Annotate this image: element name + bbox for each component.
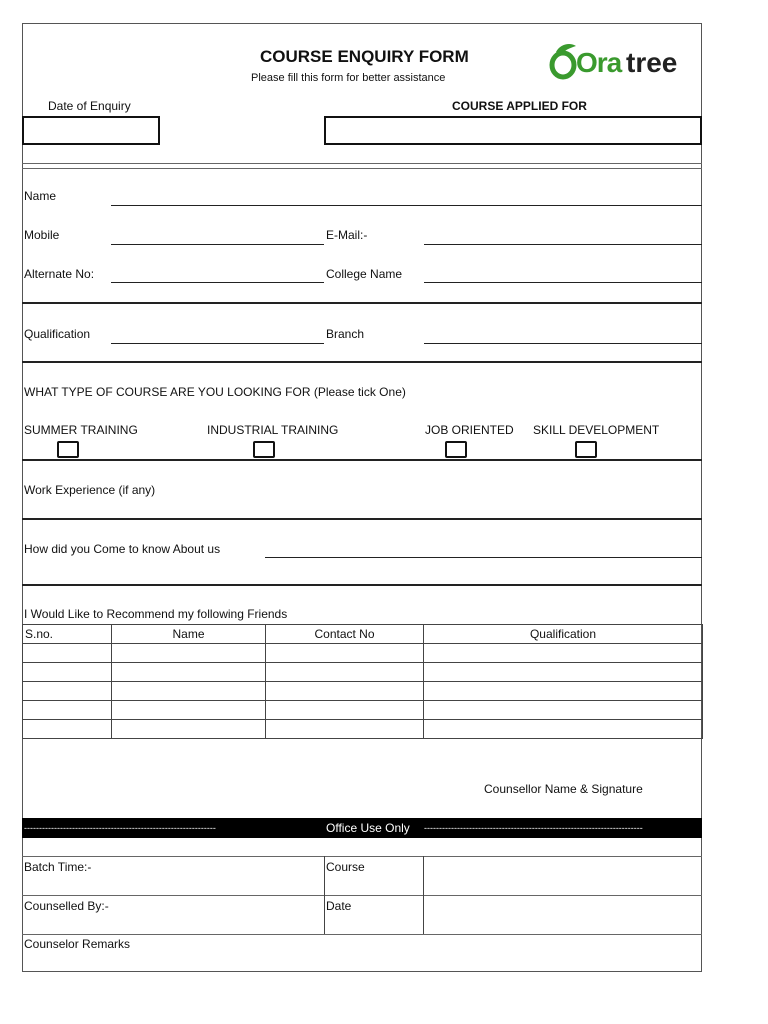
divider (22, 518, 702, 520)
divider (22, 168, 702, 169)
divider (22, 895, 702, 896)
college-name-field[interactable] (424, 282, 702, 283)
table-cell[interactable] (266, 682, 424, 701)
course-applied-label: COURSE APPLIED FOR (452, 99, 587, 113)
table-cell[interactable] (23, 663, 112, 682)
date-of-enquiry-field[interactable] (22, 116, 160, 145)
column-header-qualification: Qualification (424, 625, 703, 644)
table-cell[interactable] (424, 701, 703, 720)
table-row (23, 701, 703, 720)
option-skill-development-label: SKILL DEVELOPMENT (533, 423, 660, 437)
branch-field[interactable] (424, 343, 702, 344)
table-header-row (23, 625, 703, 644)
table-row (23, 720, 703, 739)
qualification-label: Qualification (24, 327, 91, 341)
divider (22, 459, 702, 461)
job-oriented-checkbox[interactable] (445, 441, 467, 458)
table-cell[interactable] (112, 644, 266, 663)
table-cell[interactable] (266, 720, 424, 739)
column-header-name: Name (112, 625, 266, 644)
office-course-label: Course (326, 860, 365, 874)
skill-development-checkbox[interactable] (575, 441, 597, 458)
summer-training-checkbox[interactable] (57, 441, 79, 458)
table-cell[interactable] (23, 720, 112, 739)
divider (22, 934, 702, 935)
work-experience-label: Work Experience (if any) (24, 483, 156, 497)
source-label: How did you Come to know About us (24, 542, 221, 556)
divider (22, 302, 702, 304)
table-cell[interactable] (112, 720, 266, 739)
mobile-label: Mobile (24, 228, 60, 242)
counsellor-signature-label: Counsellor Name & Signature (484, 782, 643, 796)
divider (22, 584, 702, 586)
divider (22, 361, 702, 363)
office-date-label: Date (326, 899, 352, 913)
alternate-no-field[interactable] (111, 282, 324, 283)
table-row (23, 663, 703, 682)
table-cell[interactable] (424, 644, 703, 663)
date-of-enquiry-label: Date of Enquiry (48, 99, 131, 113)
column-divider (423, 856, 424, 934)
counselor-remarks-label: Counselor Remarks (24, 937, 131, 951)
logo-text-tree: tree (626, 47, 678, 78)
divider (22, 856, 702, 857)
course-type-question: WHAT TYPE OF COURSE ARE YOU LOOKING FOR (Please tick One) (24, 385, 406, 399)
mobile-field[interactable] (111, 244, 324, 245)
table-cell[interactable] (266, 701, 424, 720)
counselled-by-label: Counselled By:- (24, 899, 109, 913)
table-row (23, 644, 703, 663)
dashes-left: ---------------------------------------------------------------- (24, 823, 216, 833)
email-field[interactable] (424, 244, 702, 245)
table-cell[interactable] (23, 644, 112, 663)
column-divider (324, 856, 325, 934)
table-cell[interactable] (23, 682, 112, 701)
office-use-bar (22, 818, 702, 838)
divider (22, 163, 702, 164)
friends-table (22, 624, 703, 739)
table-cell[interactable] (424, 663, 703, 682)
option-job-oriented-label: JOB ORIENTED (425, 423, 514, 437)
office-use-label: Office Use Only (326, 821, 410, 835)
source-field[interactable] (265, 557, 702, 558)
form-subtitle: Please fill this form for better assistance (251, 72, 446, 84)
table-cell[interactable] (23, 701, 112, 720)
option-summer-training-label: SUMMER TRAINING (24, 423, 138, 437)
alternate-no-label: Alternate No: (24, 267, 95, 281)
table-cell[interactable] (266, 644, 424, 663)
table-cell[interactable] (266, 663, 424, 682)
qualification-field[interactable] (111, 343, 324, 344)
email-label: E-Mail:- (326, 228, 368, 242)
option-industrial-training-label: INDUSTRIAL TRAINING (207, 423, 339, 437)
branch-label: Branch (326, 327, 365, 341)
table-row (23, 682, 703, 701)
batch-time-label: Batch Time:- (24, 860, 92, 874)
industrial-training-checkbox[interactable] (253, 441, 275, 458)
form-title: COURSE ENQUIRY FORM (260, 47, 469, 66)
table-cell[interactable] (424, 720, 703, 739)
logo-text-ora: Ora (576, 47, 622, 78)
leaf-icon (548, 42, 578, 82)
column-header-contact: Contact No (266, 625, 424, 644)
name-label: Name (24, 189, 57, 203)
table-cell[interactable] (112, 682, 266, 701)
column-header-sno: S.no. (23, 625, 112, 644)
course-applied-field[interactable] (324, 116, 702, 145)
recommend-heading: I Would Like to Recommend my following Friends (24, 607, 288, 621)
name-field[interactable] (111, 205, 702, 206)
table-cell[interactable] (112, 701, 266, 720)
table-cell[interactable] (112, 663, 266, 682)
dashes-right: ------------------------------------------------------------------------- (424, 823, 643, 833)
college-name-label: College Name (326, 267, 403, 281)
table-cell[interactable] (424, 682, 703, 701)
